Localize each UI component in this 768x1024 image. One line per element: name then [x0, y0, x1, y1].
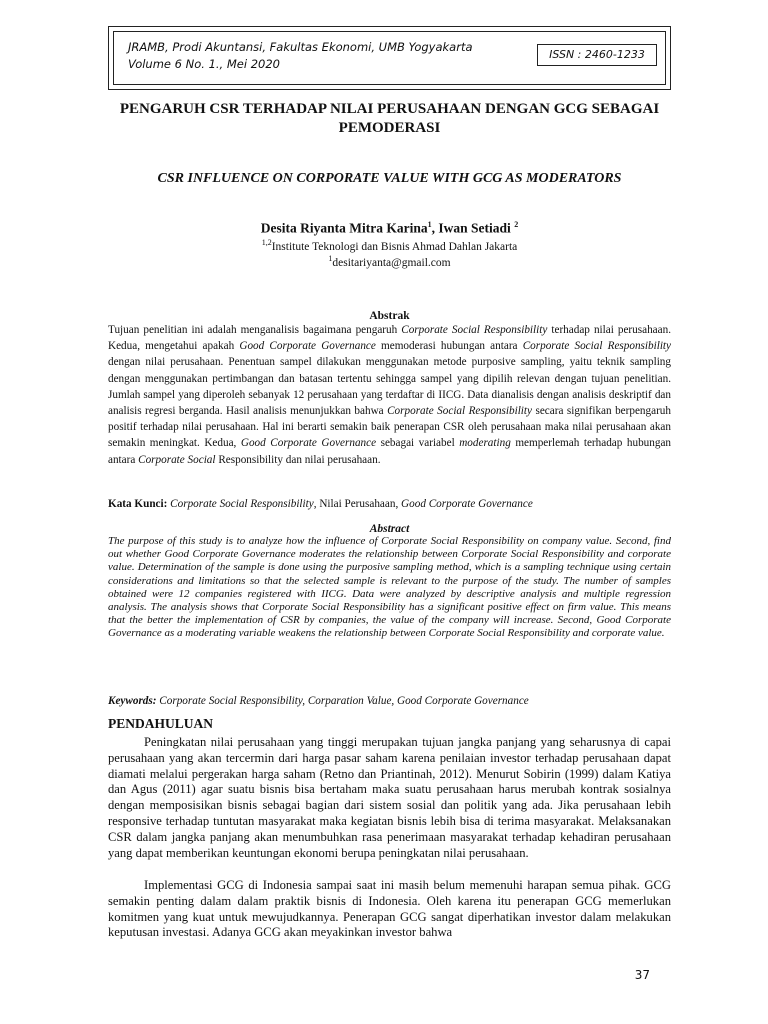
page-number: 37 [634, 968, 650, 982]
abstract-id-heading: Abstrak [369, 310, 410, 322]
body-paragraph-1-text: Peningkatan nilai perusahaan yang tinggi merupakan tujuan jangka panjang yang seharusnya di capai perusahaan yang akan tercermin dari harga pasar saham karena penilaian investor terhadap perusahaan dapat diamati melalui pergerakan harga saham (Retno dan Priantinah, 2012). Menurut Sobirin (1999) dalam Katiya dan Agus (2011) agar suatu bisnis bisa bertaham maka suatu perusahaan harus merubah kontrak sosialnya dengan memposisikan bisnis sebagai bagian dari sistem sosial dan politik yang ada. Jika perusahaan lebih responsive terhadap tuntutan masyarakat maka kegiatan bisnis lebih bisa di terima masyarakat. Melaksanakan CSR dalam jangka panjang akan menumbuhkan rasa penerimaan masyarakat terhadap kehadiran perusahaan yang dapat memberikan keuntungan ekonomi berupa peningkatan nilai perusahaan. [108, 735, 671, 860]
email-text: desitariyanta@gmail.com [332, 256, 451, 269]
body-paragraph-1 [108, 735, 671, 861]
keywords-en [108, 693, 671, 709]
paper-subtitle: CSR INFLUENCE ON CORPORATE VALUE WITH GCG AS MODERATORS [157, 171, 622, 186]
keywords-id-label: Kata Kunci: [108, 498, 168, 510]
abs-id-seg-0: Tujuan penelitian ini adalah menganalisis bagaimana pengaruh [108, 324, 402, 336]
abs-id-seg-5: Corporate Social Responsibility [522, 340, 671, 353]
issn-badge: ISSN : 2460-1233 [537, 44, 657, 66]
abs-id-seg-6: dengan nilai perusahaan. Penentuan sampel dilakukan menggunakan metode purposive sampling, yaitu teknik sampling dengan menggunakan pertimbangan dan batasan tertentu sehingga sampel yang dipilih relevan dengan tujuan penelitian. Jumlah sampel yang diperoleh sebanyak 12 perusahaan yang terdaftar di IICG. Data dianalisis dengan analisis deskriptif dan analisis regresi berganda. Hasil analisis menunjukkan bahwa [108, 356, 671, 418]
body-paragraph-2 [108, 878, 671, 941]
abs-id-seg-7: Corporate Social Responsibility [387, 405, 532, 418]
abs-id-seg-11: moderating [459, 437, 511, 450]
paper-title: PENGARUH CSR TERHADAP NILAI PERUSAHAAN DENGAN GCG SEBAGAI PEMODERASI [119, 101, 660, 136]
author-email [108, 254, 671, 269]
abs-id-seg-2: terhadap nilai perusahaan. Kedua, mengetahui apakah [108, 324, 671, 353]
journal-header-box [108, 26, 671, 90]
abs-id-seg-8: secara signifikan berpengaruh positif terhadap nilai perusahaan. Hal ini berarti semakin baik penerapan CSR oleh perusahaan maka nilai perusahaan akan semakin meningkat. Kedua, [108, 405, 671, 450]
author-1: Desita Riyanta Mitra Karina [260, 220, 428, 236]
author-1-sup: 1 [427, 220, 432, 229]
abs-id-seg-3: Good Corporate Governance [239, 340, 376, 353]
abs-id-seg-10: sebagai variabel [376, 437, 460, 450]
author-list [108, 220, 671, 237]
abstract-en-text: The purpose of this study is to analyze how the influence of Corporate Social Responsibility on company value. Second, find out whether Good Corporate Governance moderates the relationship between Corporate Social Responsibility and corporate value. Determination of the sample is done using the purposive sampling method, which is a sampling technique using certain considerations and limitations so that the selected sample is relevant to the purpose of the study. The number of samples obtained were 12 companies registered with IICG. Data were analyzed by descriptive analysis and multiple regression analysis. The analysis shows that Corporate Social Responsibility has a significant positive effect on firm value. This means that the better the implementation of CSR by companies, the value of the company will increase. Second, Good Corporate Governance as a moderating variable weakens the relationship between Corporate Social Responsibility and corporate value. [108, 535, 671, 640]
abs-id-seg-4: memoderasi hubungan antara [375, 340, 523, 353]
section-heading: PENDAHULUAN [108, 716, 214, 731]
keywords-id-k2: Good Corporate Governance [401, 498, 533, 510]
abs-id-seg-1: Corporate Social Responsibility [401, 324, 548, 336]
author-2: Iwan Setiadi [438, 220, 515, 236]
email-sup: 1 [328, 254, 333, 263]
keywords-en-label: Keywords: [108, 695, 157, 707]
affiliation-sup: 1,2 [261, 238, 272, 247]
abstract-en-heading: Abstract [369, 523, 410, 535]
author-2-sup: 2 [514, 220, 519, 229]
body-paragraph-2-text: Implementasi GCG di Indonesia sampai saat ini masih belum memenuhi harapan semua pihak. GCG semakin penting dalam dalam praktik bisnis di Indonesia. Oleh karena itu penerapan GCG memerlukan komitmen yang kuat untuk mewujudkannya. Penerapan GCG sangat diperhatikan investor dalam melakukan keputusan investasi. Adanya GCG akan meyakinkan investor bahwa [108, 878, 671, 940]
journal-header-inner-frame [113, 31, 666, 85]
abs-id-seg-13: Corporate Social [138, 453, 216, 466]
keywords-en-text: Corporate Social Responsibility, Corparation Value, Good Corporate Governance [156, 695, 529, 707]
author-separator: , [431, 220, 439, 236]
keywords-id [108, 496, 671, 512]
abs-id-seg-12: memperlemah terhadap hubungan antara [108, 437, 671, 466]
affiliation [108, 238, 671, 253]
abstract-id-text [108, 322, 671, 468]
abs-id-seg-9: Good Corporate Governance [240, 437, 377, 450]
journal-volume: Volume 6 No. 1., Mei 2020 [128, 57, 280, 71]
keywords-id-k1: Corporate Social Responsibility [167, 498, 314, 510]
abs-id-seg-14: Responsibility dan nilai perusahaan. [215, 453, 381, 466]
keywords-id-sep: , Nilai Perusahaan, [313, 498, 402, 510]
affiliation-text: Institute Teknologi dan Bisnis Ahmad Dahlan Jakarta [271, 240, 518, 253]
journal-name: JRAMB, Prodi Akuntansi, Fakultas Ekonomi, UMB Yogyakarta [128, 40, 473, 54]
